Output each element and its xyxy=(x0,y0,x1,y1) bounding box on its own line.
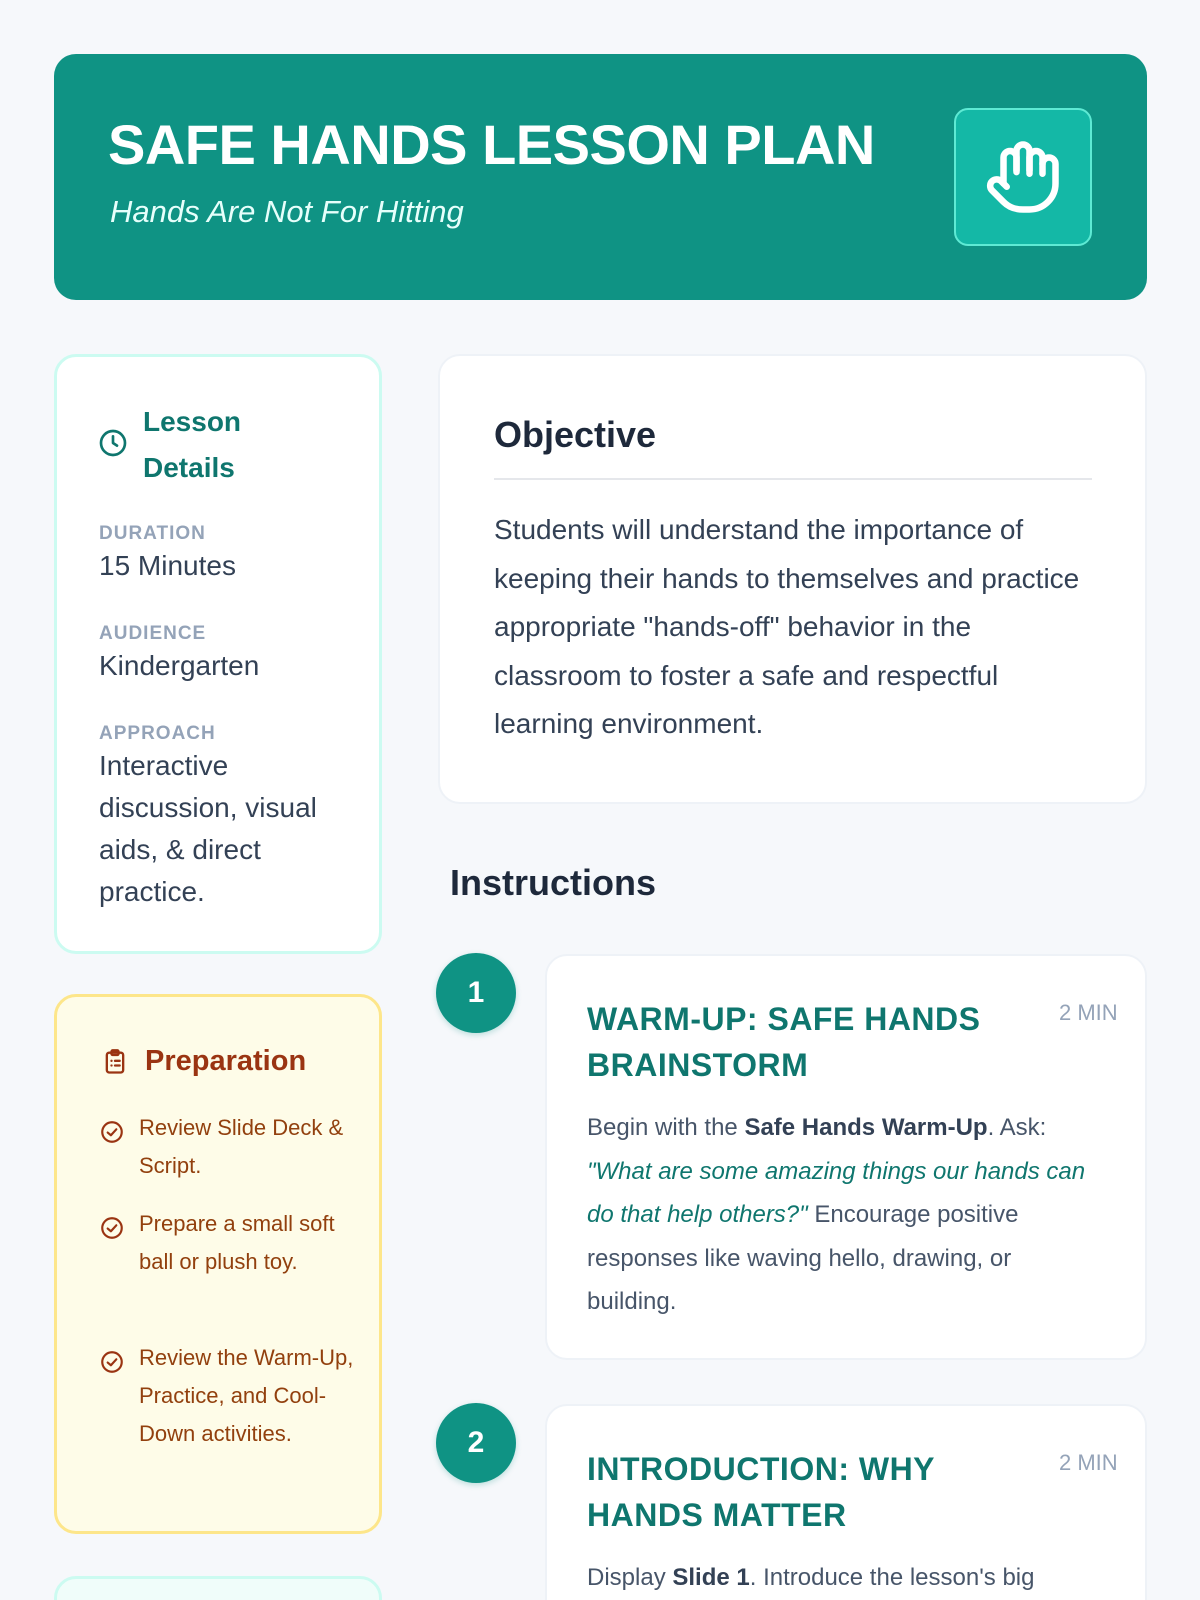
objective-divider xyxy=(494,478,1092,480)
step-card xyxy=(545,954,1147,1360)
step-description xyxy=(587,1556,1107,1600)
step-duration: 2 MIN xyxy=(1059,1450,1118,1475)
objective-text: Students will understand the importance of keeping their hands to themselves and practice appropriate "hands-off" behavior in the classroom to foster a safe and respectful learning environment. xyxy=(494,514,1080,739)
step-text: Begin with the xyxy=(587,1114,745,1141)
preparation-item xyxy=(99,1109,359,1185)
page-subtitle: Hands Are Not For Hitting xyxy=(110,194,464,229)
next-sidebar-card xyxy=(54,1576,382,1600)
audience-label: AUDIENCE xyxy=(99,623,207,644)
preparation-card xyxy=(54,994,382,1534)
lesson-details-header xyxy=(97,399,263,491)
preparation-item-text: Review Slide Deck & Script. xyxy=(139,1115,344,1178)
objective-title: Objective xyxy=(494,414,657,455)
check-circle-icon xyxy=(99,1349,125,1375)
approach-value: Interactive discussion, visual aids, & direct practice. xyxy=(99,750,317,907)
hand-icon xyxy=(984,138,1062,216)
step-card xyxy=(545,1404,1147,1600)
preparation-item xyxy=(99,1205,359,1281)
instructions-heading: Instructions xyxy=(450,862,657,903)
hand-icon-box xyxy=(954,108,1092,246)
step-text: Encourage positive responses like waving hello, drawing, or building. xyxy=(587,1201,1019,1315)
preparation-item-text: Review the Warm-Up, Practice, and Cool-Down activities. xyxy=(139,1345,354,1446)
objective-card xyxy=(438,354,1147,804)
approach-field xyxy=(99,723,349,913)
step-text: Display xyxy=(587,1564,673,1591)
audience-value: Kindergarten xyxy=(99,650,260,681)
lesson-details-title: Lesson Details xyxy=(143,406,242,483)
preparation-item xyxy=(99,1339,359,1453)
duration-field xyxy=(99,523,349,587)
step-duration: 2 MIN xyxy=(1059,1000,1118,1025)
step-bold-text: Safe Hands Warm-Up xyxy=(744,1114,988,1141)
preparation-item-text: Prepare a small soft ball or plush toy. xyxy=(139,1211,335,1274)
step-text: . Ask: xyxy=(987,1114,1047,1141)
step-quote: "What are some amazing things our hands can do that help others?" xyxy=(587,1157,1086,1228)
step-title: WARM-UP: SAFE HANDS BRAINSTORM xyxy=(587,1001,981,1083)
step-description xyxy=(587,1106,1107,1324)
duration-label: DURATION xyxy=(99,523,206,544)
duration-value: 15 Minutes xyxy=(99,550,236,581)
approach-label: APPROACH xyxy=(99,723,216,744)
clock-icon xyxy=(97,427,129,459)
clipboard-icon xyxy=(101,1047,129,1077)
check-circle-icon xyxy=(99,1215,125,1241)
header-banner xyxy=(54,54,1147,300)
preparation-header xyxy=(101,1045,306,1078)
step-number-badge: 2 xyxy=(436,1403,516,1483)
step-number-badge: 1 xyxy=(436,953,516,1033)
step-bold-text: Slide 1 xyxy=(672,1564,750,1591)
preparation-title: Preparation xyxy=(145,1045,307,1077)
lesson-details-card xyxy=(54,354,382,954)
page-title: SAFE HANDS LESSON PLAN xyxy=(108,113,875,176)
step-title: INTRODUCTION: WHY HANDS MATTER xyxy=(587,1451,935,1533)
step-text: . Introduce the lesson's big xyxy=(749,1564,1035,1591)
audience-field xyxy=(99,623,349,687)
check-circle-icon xyxy=(99,1119,125,1145)
